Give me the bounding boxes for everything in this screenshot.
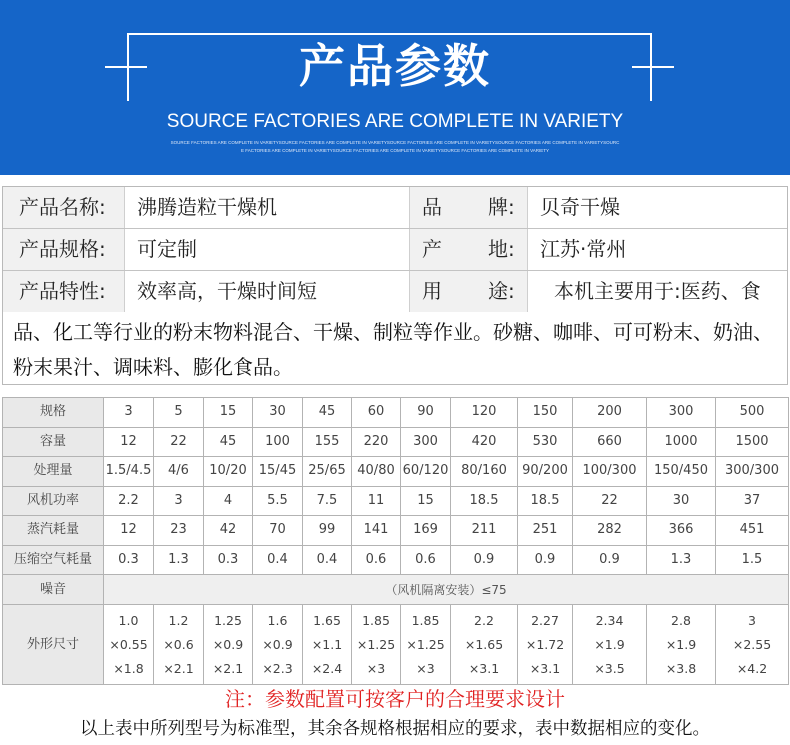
spec-cell: 42 — [204, 516, 253, 546]
standard-model-note: 以上表中所列型号为标准型，其余各规格根据相应的要求，表中数据相应的变化。 — [80, 719, 710, 739]
spec-cell: 45 — [303, 398, 352, 428]
dimension-part: ×2.1 — [163, 660, 194, 676]
spec-cell: 0.6 — [352, 545, 401, 575]
dimensions-cell — [104, 605, 154, 685]
spec-row-dimensions — [3, 605, 789, 685]
dimension-part: ×3.8 — [665, 660, 697, 676]
feature-label: 产品特性: — [3, 271, 125, 312]
dimension-part: 1.85 — [411, 612, 440, 628]
dimension-part: ×0.6 — [163, 636, 194, 652]
banner-fine-print-1: SOURCE FACTORIES ARE COMPLETE IN VARIETYSOURCE FACTORIES ARE COMPLETE IN VARIETYSOURCE FACTORIES ARE COMPLETE IN VARIETYSOURCE FACTORIES ARE COMPLETE IN VARIETYSOURC — [170, 140, 620, 145]
spec-cell: 90 — [401, 398, 451, 428]
dimension-part: 1.65 — [313, 612, 341, 628]
spec-cell: 70 — [253, 516, 303, 546]
info-row-name — [3, 187, 787, 229]
spec-cell: 45 — [204, 427, 253, 457]
spec-cell: 3 — [154, 486, 204, 516]
dimension-part: ×1.65 — [464, 636, 504, 652]
spec-row — [3, 398, 789, 428]
spec-cell: 282 — [573, 516, 647, 546]
dimension-part: ×4.2 — [736, 660, 768, 676]
dimension-part: ×1.25 — [406, 636, 445, 652]
spec-row — [3, 545, 789, 575]
spec-cell: 4/6 — [154, 457, 204, 487]
dimension-part: ×1.9 — [594, 636, 625, 652]
brand-label — [410, 187, 528, 228]
spec-cell: 141 — [352, 516, 401, 546]
spec-cell: 0.9 — [573, 545, 647, 575]
spec-cell: 15/45 — [253, 457, 303, 487]
spec-row-label: 规格 — [3, 398, 104, 428]
dimensions-cell — [352, 605, 401, 685]
spec-cell: 15 — [204, 398, 253, 428]
spec-cell: 2.2 — [104, 486, 154, 516]
dimension-part: 3 — [748, 612, 756, 628]
spec-cell: 0.4 — [303, 545, 352, 575]
brand-value: 贝奇干燥 — [540, 195, 620, 219]
spec-cell: 12 — [104, 427, 154, 457]
dimension-part: ×3.1 — [529, 660, 561, 676]
use-label-part2: 途: — [488, 279, 515, 303]
dimensions-cell — [451, 605, 518, 685]
dimensions-cell — [401, 605, 451, 685]
name-value: 沸腾造粒干燥机 — [125, 187, 410, 228]
spec-cell: 300/300 — [716, 457, 789, 487]
product-info-table — [2, 186, 788, 385]
dimension-part: 1.0 — [118, 612, 139, 628]
spec-cell: 60/120 — [401, 457, 451, 487]
dimension-part: ×3.1 — [468, 660, 500, 676]
spec-cell: 1.3 — [154, 545, 204, 575]
spec-row — [3, 457, 789, 487]
spec-cell: 155 — [303, 427, 352, 457]
spec-cell: 300 — [401, 427, 451, 457]
header-banner — [0, 0, 790, 175]
dimension-part: ×3 — [416, 660, 435, 676]
spec-cell: 1.3 — [647, 545, 716, 575]
spec-cell: 25/65 — [303, 457, 352, 487]
spec-cell: 100 — [253, 427, 303, 457]
spec-cell: 60 — [352, 398, 401, 428]
dimension-part: ×0.9 — [212, 636, 244, 652]
spec-cell: 211 — [451, 516, 518, 546]
dimension-part: ×3 — [366, 660, 386, 676]
noise-value: （风机隔离安装）≤75 — [104, 575, 789, 605]
spec-cell: 530 — [518, 427, 573, 457]
info-row-spec — [3, 229, 787, 271]
dimension-part: ×0.9 — [262, 636, 293, 652]
spec-cell: 200 — [573, 398, 647, 428]
dimension-part: ×0.55 — [109, 636, 148, 652]
spec-row — [3, 427, 789, 457]
spec-cell: 220 — [352, 427, 401, 457]
spec-cell: 366 — [647, 516, 716, 546]
spec-cell: 420 — [451, 427, 518, 457]
dimension-part: ×1.9 — [665, 636, 697, 652]
dimension-part: ×2.4 — [311, 660, 343, 676]
origin-value: 江苏·常州 — [540, 237, 627, 261]
dimension-part: 2.27 — [531, 612, 559, 628]
page-title: 产品参数 — [299, 39, 491, 93]
brand-label-part1: 品 — [422, 195, 442, 219]
spec-cell: 451 — [716, 516, 789, 546]
spec-cell: 23 — [154, 516, 204, 546]
spec-cell: 40/80 — [352, 457, 401, 487]
spec-cell: 150/450 — [647, 457, 716, 487]
dimension-part: 2.2 — [474, 612, 494, 628]
name-label: 产品名称: — [3, 187, 125, 228]
spec-value: 可定制 — [125, 229, 410, 270]
spec-cell: 15 — [401, 486, 451, 516]
spec-cell: 100/300 — [573, 457, 647, 487]
banner-subtitle: SOURCE FACTORIES ARE COMPLETE IN VARIETY — [166, 111, 624, 132]
dimensions-cell — [716, 605, 789, 685]
spec-row-label: 蒸汽耗量 — [3, 516, 104, 546]
spec-cell: 0.9 — [518, 545, 573, 575]
dimension-part: ×1.72 — [525, 636, 565, 652]
dimension-part: 1.2 — [168, 612, 189, 628]
use-label — [410, 271, 528, 312]
dimensions-cell — [518, 605, 573, 685]
spec-label: 产品规格: — [3, 229, 125, 270]
dimension-part: ×1.1 — [311, 636, 343, 652]
use-label-part1: 用 — [422, 279, 442, 303]
origin-label-part2: 地: — [488, 237, 515, 261]
spec-cell: 11 — [352, 486, 401, 516]
spec-cell: 0.9 — [451, 545, 518, 575]
spec-cell: 22 — [573, 486, 647, 516]
spec-cell: 90/200 — [518, 457, 573, 487]
spec-cell: 120 — [451, 398, 518, 428]
spec-row-label: 容量 — [3, 427, 104, 457]
dimension-part: 2.34 — [595, 612, 624, 628]
spec-cell: 7.5 — [303, 486, 352, 516]
dimension-part: 1.25 — [214, 612, 242, 628]
spec-cell: 1000 — [647, 427, 716, 457]
spec-cell: 1500 — [716, 427, 789, 457]
spec-cell: 37 — [716, 486, 789, 516]
spec-cell: 251 — [518, 516, 573, 546]
spec-table-body — [3, 398, 789, 685]
spec-cell: 30 — [647, 486, 716, 516]
spec-cell: 1.5 — [716, 545, 789, 575]
spec-cell: 18.5 — [518, 486, 573, 516]
spec-cell: 150 — [518, 398, 573, 428]
spec-row-label: 风机功率 — [3, 486, 104, 516]
dimensions-cell — [573, 605, 647, 685]
feature-value: 效率高，干燥时间短 — [125, 271, 410, 312]
spec-cell: 0.6 — [401, 545, 451, 575]
spec-table — [2, 397, 789, 685]
dimensions-cell — [154, 605, 204, 685]
spec-cell: 12 — [104, 516, 154, 546]
spec-row — [3, 516, 789, 546]
spec-cell: 0.4 — [253, 545, 303, 575]
spec-cell: 4 — [204, 486, 253, 516]
spec-cell: 5 — [154, 398, 204, 428]
origin-label — [410, 229, 528, 270]
info-row-feature — [3, 271, 787, 313]
dimensions-cell — [647, 605, 716, 685]
banner-fine-print-2: E FACTORIES ARE COMPLETE IN VARIETYSOURCE FACTORIES ARE COMPLETE IN VARIETYSOURCE FACTORIES ARE COMPLETE IN VARIETY — [240, 148, 550, 153]
spec-cell: 0.3 — [104, 545, 154, 575]
spec-row-noise — [3, 575, 789, 605]
spec-cell: 660 — [573, 427, 647, 457]
spec-cell: 169 — [401, 516, 451, 546]
dimension-part: ×2.55 — [732, 636, 772, 652]
spec-cell: 30 — [253, 398, 303, 428]
use-value-start: 本机主要用于:医药、食 — [554, 279, 761, 303]
spec-cell: 10/20 — [204, 457, 253, 487]
noise-label: 噪音 — [3, 575, 104, 605]
spec-row — [3, 486, 789, 516]
spec-cell: 300 — [647, 398, 716, 428]
spec-cell: 80/160 — [451, 457, 518, 487]
spec-row-label: 压缩空气耗量 — [3, 545, 104, 575]
dimensions-cell — [204, 605, 253, 685]
use-value-rest: 品、化工等行业的粉末物料混合、干燥、制粒等作业。砂糖、咖啡、可可粉末、奶油、粉末果汁、调味料、膨化食品。 — [13, 320, 773, 379]
dimension-part: 1.6 — [267, 612, 288, 628]
spec-cell: 5.5 — [253, 486, 303, 516]
spec-cell: 1.5/4.5 — [104, 457, 154, 487]
dimensions-cell — [303, 605, 352, 685]
dimension-part: ×1.8 — [113, 660, 144, 676]
spec-row-label: 处理量 — [3, 457, 104, 487]
spec-cell: 500 — [716, 398, 789, 428]
spec-cell: 3 — [104, 398, 154, 428]
spec-cell: 22 — [154, 427, 204, 457]
dimensions-cell — [253, 605, 303, 685]
spec-cell: 99 — [303, 516, 352, 546]
spec-cell: 18.5 — [451, 486, 518, 516]
dimension-part: 1.85 — [362, 612, 390, 628]
dimensions-label: 外形尺寸 — [3, 605, 104, 685]
spec-cell: 0.3 — [204, 545, 253, 575]
dimension-part: 2.8 — [671, 612, 691, 628]
custom-config-note: 注：参数配置可按客户的合理要求设计 — [225, 687, 565, 711]
dimension-part: ×3.5 — [594, 660, 625, 676]
brand-label-part2: 牌: — [488, 195, 515, 219]
dimension-part: ×2.1 — [212, 660, 244, 676]
origin-label-part1: 产 — [422, 237, 442, 261]
dimension-part: ×2.3 — [262, 660, 293, 676]
dimension-part: ×1.25 — [356, 636, 396, 652]
